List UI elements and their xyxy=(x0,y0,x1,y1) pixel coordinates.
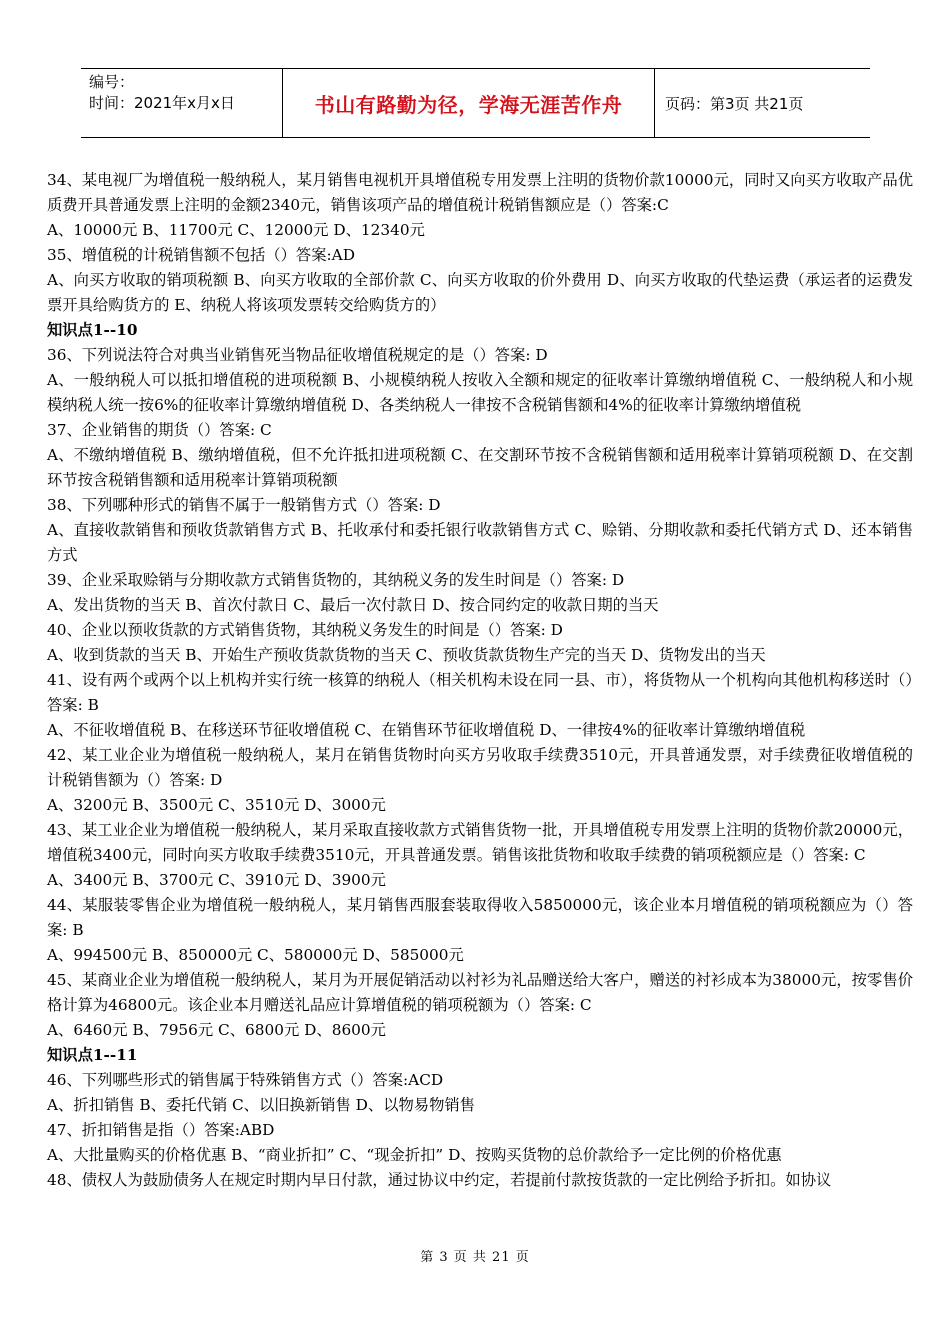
text-line: 48、债权人为鼓励债务人在规定时期内早日付款，通过协议中约定，若提前付款按货款的一定比例给予折扣。如协议 xyxy=(47,1171,832,1189)
text-line: A、994500元 B、850000元 C、580000元 D、585000元 xyxy=(47,946,464,964)
text-line: 41、设有两个或两个以上机构并实行统一核算的纳税人（相关机构未设在同一县、市），将货物从一个机构向其他机构移送时（）答案: B xyxy=(47,671,913,714)
text-line: A、向买方收取的销项税额 B、向买方收取的全部价款 C、向买方收取的价外费用 D、向买方收取的代垫运费（承运者的运费发票开具给购货方的 E、纳税人将该项发票转交给购货方的） xyxy=(47,271,913,314)
text-line: A、折扣销售 B、委托代销 C、以旧换新销售 D、以物易物销售 xyxy=(47,1096,475,1114)
text-line: A、不征收增值税 B、在移送环节征收增值税 C、在销售环节征收增值税 D、一律按4%的征收率计算缴纳增值税 xyxy=(47,721,806,739)
text-line: A、收到货款的当天 B、开始生产预收货款货物的当天 C、预收货款货物生产完的当天 D、货物发出的当天 xyxy=(47,646,766,664)
header-motto: 书山有路勤为径，学海无涯苦作舟 xyxy=(282,69,655,137)
text-line: 45、某商业企业为增值税一般纳税人，某月为开展促销活动以衬衫为礼品赠送给大客户，赠送的衬衫成本为38000元，按零售价格计算为46800元。该企业本月赠送礼品应计算增值税的销项税额为（）答案: C xyxy=(47,971,913,1014)
text-line: A、10000元 B、11700元 C、12000元 D、12340元 xyxy=(47,221,425,239)
text-line: 37、企业销售的期货（）答案: C xyxy=(47,421,272,439)
header-meta xyxy=(81,69,282,137)
text-line: 34、某电视厂为增值税一般纳税人，某月销售电视机开具增值税专用发票上注明的货物价款10000元，同时又向买方收取产品优质费开具普通发票上注明的金额2340元，销售该项产品的增值税计税销售额应是（）答案:C xyxy=(47,171,913,214)
text-line: 44、某服装零售企业为增值税一般纳税人，某月销售西服套装取得收入5850000元，该企业本月增值税的销项税额应为（）答案: B xyxy=(47,896,913,939)
text-line: A、不缴纳增值税 B、缴纳增值税，但不允许抵扣进项税额 C、在交割环节按不含税销售额和适用税率计算销项税额 D、在交割环节按含税销售额和适用税率计算销项税额 xyxy=(47,446,913,489)
question-body xyxy=(47,168,913,1193)
text-line: 38、下列哪种形式的销售不属于一般销售方式（）答案: D xyxy=(47,496,441,514)
page-footer: 第 3 页 共 21 页 xyxy=(420,1250,530,1265)
text-line: 40、企业以预收货款的方式销售货物，其纳税义务发生的时间是（）答案: D xyxy=(47,621,563,639)
text-line: 35、增值税的计税销售额不包括（）答案:AD xyxy=(47,246,355,264)
header-page-info: 页码：第3页 共21页 xyxy=(665,94,804,113)
text-line: 39、企业采取赊销与分期收款方式销售货物的，其纳税义务的发生时间是（）答案: D xyxy=(47,571,625,589)
text-line: A、6460元 B、7956元 C、6800元 D、8600元 xyxy=(47,1021,386,1039)
text-line: A、一般纳税人可以抵扣增值税的进项税额 B、小规模纳税人按收入全额和规定的征收率计算缴纳增值税 C、一般纳税人和小规模纳税人统一按6%的征收率计算缴纳增值税 D、各类纳税人一律按不含税销售额和4%的征收率计算缴纳增值税 xyxy=(47,371,913,414)
knowledge-point-heading: 知识点1--11 xyxy=(47,1046,138,1064)
text-line: A、3400元 B、3700元 C、3910元 D、3900元 xyxy=(47,871,386,889)
text-line: A、3200元 B、3500元 C、3510元 D、3000元 xyxy=(47,796,386,814)
time-label: 时间：2021年x月x日 xyxy=(89,94,235,112)
text-line: 46、下列哪些形式的销售属于特殊销售方式（）答案:ACD xyxy=(47,1071,444,1089)
text-line: A、发出货物的当天 B、首次付款日 C、最后一次付款日 D、按合同约定的收款日期的当天 xyxy=(47,596,659,614)
text-line: A、大批量购买的价格优惠 B、“商业折扣” C、“现金折扣” D、按购买货物的总价款给予一定比例的价格优惠 xyxy=(47,1146,782,1164)
text-line: 43、某工业企业为增值税一般纳税人，某月采取直接收款方式销售货物一批，开具增值税专用发票上注明的货物价款20000元，增值税3400元，同时向买方收取手续费3510元，开具普通发票。销售该批货物和收取手续费的销项税额应是（）答案: C xyxy=(47,821,913,864)
text-line: 42、某工业企业为增值税一般纳税人，某月在销售货物时向买方另收取手续费3510元，开具普通发票，对手续费征收增值税的计税销售额为（）答案: D xyxy=(47,746,913,789)
text-line: 36、下列说法符合对典当业销售死当物品征收增值税规定的是（）答案: D xyxy=(47,346,548,364)
number-label: 编号： xyxy=(89,73,135,91)
header-table xyxy=(81,68,870,138)
knowledge-point-heading: 知识点1--10 xyxy=(47,321,138,339)
text-line: 47、折扣销售是指（）答案:ABD xyxy=(47,1121,275,1139)
text-line: A、直接收款销售和预收货款销售方式 B、托收承付和委托银行收款销售方式 C、赊销、分期收款和委托代销方式 D、还本销售方式 xyxy=(47,521,913,564)
